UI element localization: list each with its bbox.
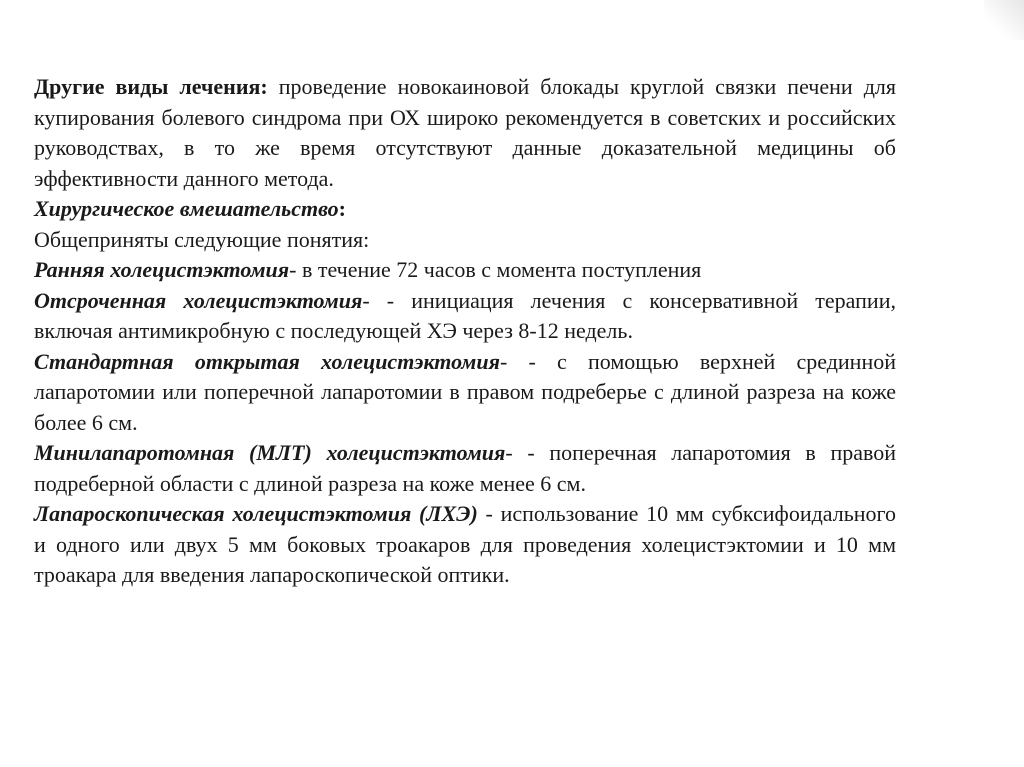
slide-content [34,72,896,591]
paragraph-open-cholecystectomy [34,347,896,439]
page-corner-shadow [984,0,1024,40]
paragraph-surgery-heading [34,194,896,225]
paragraph-delayed-cholecystectomy [34,286,896,347]
text-definitions-intro: Общеприняты следующие понятия: [34,226,370,252]
term-surgery: Хирургическое вмешательство [34,196,339,221]
paragraph-early-cholecystectomy [34,255,896,286]
paragraph-definitions-intro [34,225,896,256]
term-early-cholecystectomy: Ранняя холецистэктомия [34,257,290,282]
term-laparoscopic: Лапароскопическая холецистэктомия (ЛХЭ) [34,501,478,526]
text-other-treatments: проведение новокаиновой блокады круглой связки печени для купирования болевого синдрома при ОХ широко рекомендуется в советских и российских руководствах, в то же время отсутствуют данные доказательной медицины об эффективности данного метода. [34,74,896,191]
paragraph-laparoscopic [34,499,896,591]
text-delayed-cholecystectomy: - - инициация лечения с консервативной терапии, включая антимикробную с последующей ХЭ через 8-12 недель. [34,287,896,343]
text-open-cholecystectomy: - - с помощью верхней срединной лапаротомии или поперечной лапаротомии в правом подреберье с длиной разреза на коже более 6 см. [34,348,896,435]
text-laparoscopic: - использование 10 мм субксифоидального и одного или двух 5 мм боковых троакаров для проведения холецистэктомии и 10 мм троакара для введения лапароскопической оптики. [34,501,897,587]
term-other-treatments: Другие виды лечения: [34,74,268,99]
term-delayed-cholecystectomy: Отсроченная холецистэктомия [34,287,363,313]
term-minilaparotomy: Минилапаротомная (МЛТ) холецистэктомия [34,440,506,465]
term-surgery-colon: : [338,196,346,221]
text-minilaparotomy: - - поперечная лапаротомия в правой подреберной области с длиной разреза на коже менее 6 см. [34,440,896,496]
paragraph-minilaparotomy [34,438,896,499]
paragraph-other-treatments [34,72,896,194]
term-open-cholecystectomy: Стандартная открытая холецистэктомия [34,348,500,374]
text-early-cholecystectomy: - в течение 72 часов с момента поступления [289,257,702,282]
